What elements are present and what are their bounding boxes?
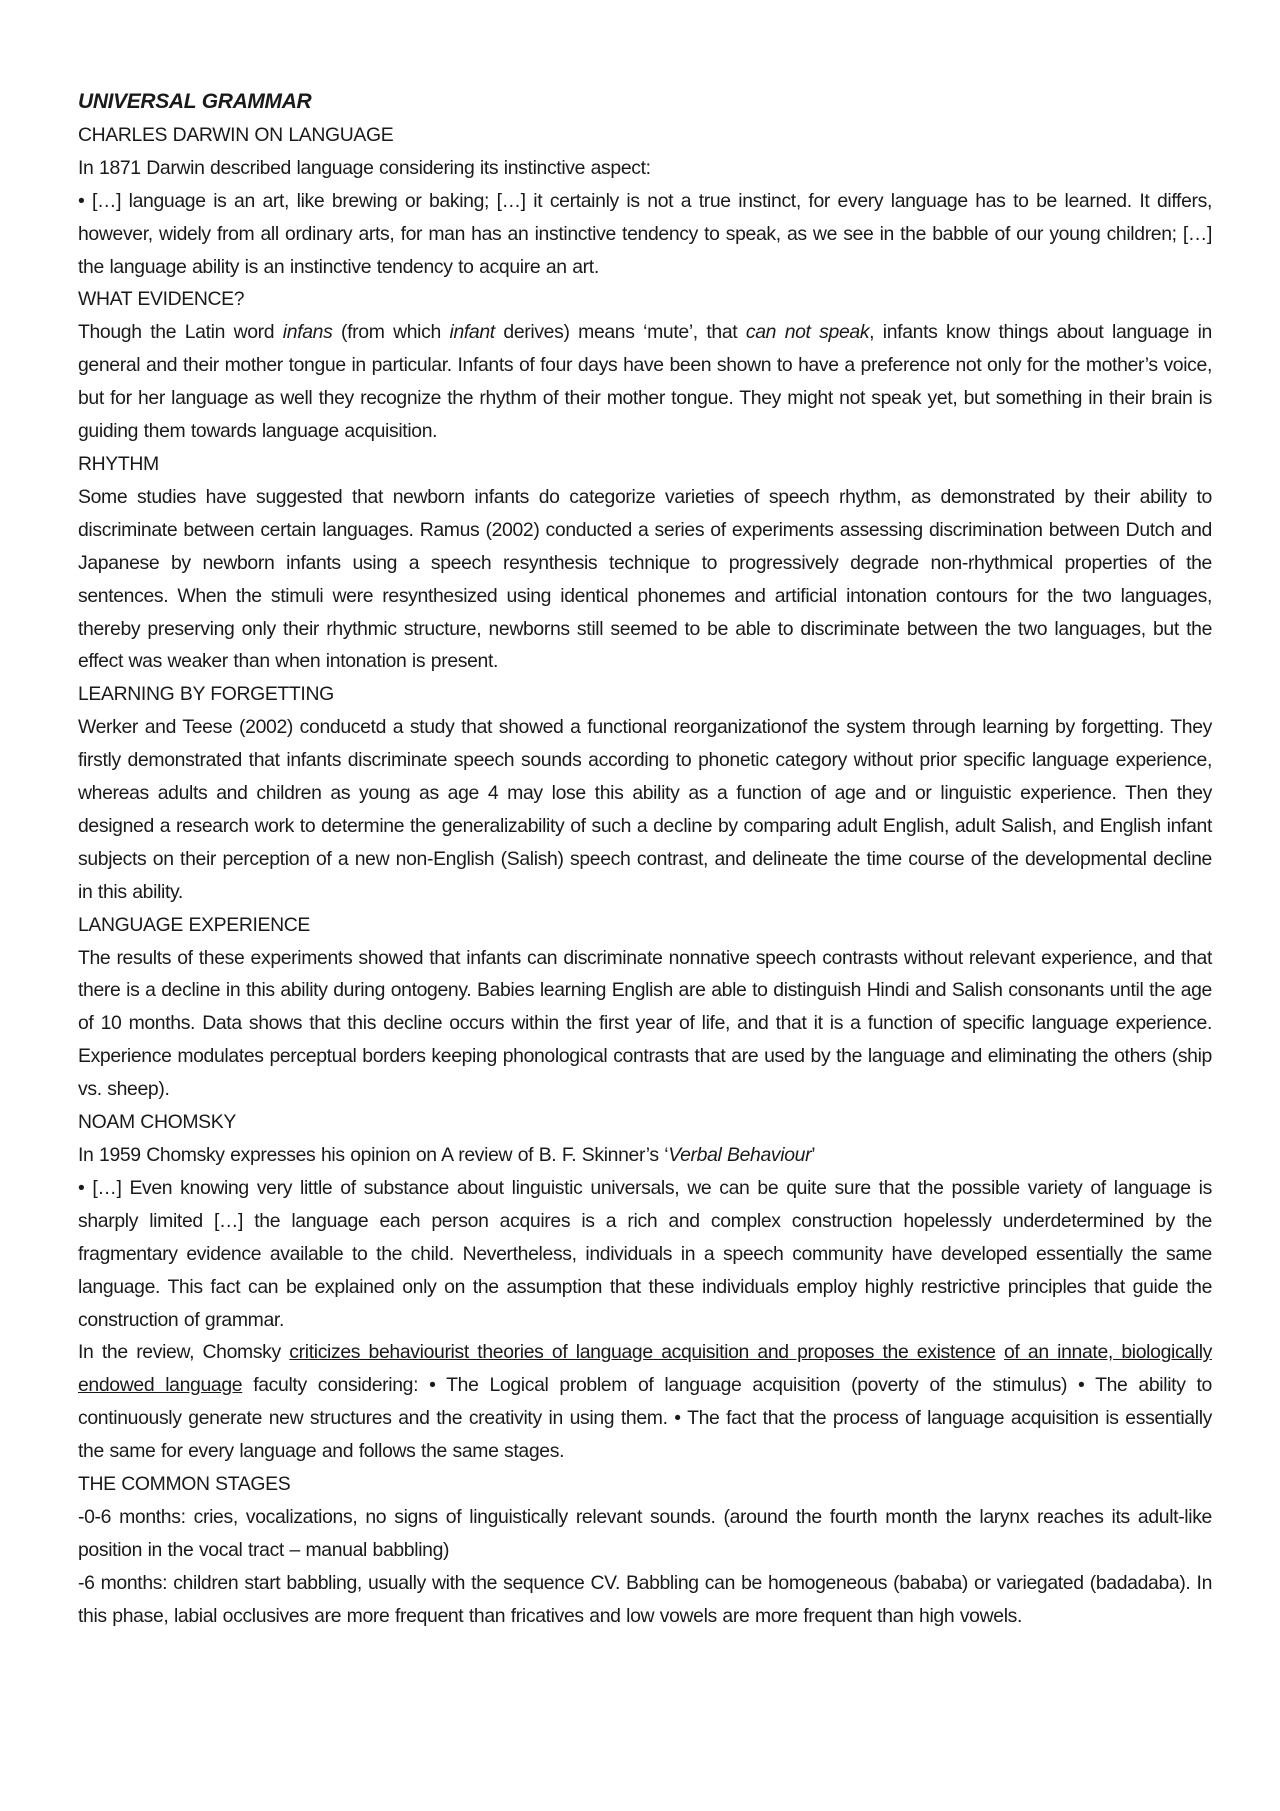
section-heading: CHARLES DARWIN ON LANGUAGE bbox=[78, 123, 394, 146]
section-heading: WHAT EVIDENCE? bbox=[78, 288, 245, 311]
paragraph: In 1871 Darwin described language considering its instinctive aspect: bbox=[78, 156, 651, 179]
paragraph: The results of these experiments showed that infants can discriminate nonnative speech contrasts without relevant experience, and that there is a decline in this ability during ontogeny. Babies learning English are able to distinguish Hindi and Salish consonants until the age of 10 months. Data shows that this decline occurs within the first year of life, and that it is a function of specific language experience. Experience modulates perceptual borders keeping phonological contrasts that are used by the language and eliminating the others (ship vs. sheep). bbox=[78, 946, 1212, 1101]
paragraph: Though the Latin word infans (from which infant derives) means ‘mute’, that can not speak, infants know things about language in general and their mother tongue in particular. Infants of four days have been shown to have a preference not only for the mother’s voice, but for her language as well they recognize the rhythm of their mother tongue. They might not speak yet, but something in their brain is guiding them towards language acquisition. bbox=[78, 321, 1212, 443]
section-heading: LANGUAGE EXPERIENCE bbox=[78, 913, 310, 936]
quote-paragraph: • […] Even knowing very little of substance about linguistic universals, we can be quite sure that the possible variety of language is sharply limited […] the language each person acquires is a rich and complex construction hopelessly underdetermined by the fragmentary evidence available to the child. Nevertheless, individuals in a speech community have developed essentially the same language. This fact can be explained only on the assumption that these individuals employ highly restrictive principles that guide the construction of grammar. bbox=[78, 1176, 1212, 1331]
document-title: UNIVERSAL GRAMMAR bbox=[78, 90, 312, 113]
section-heading: NOAM CHOMSKY bbox=[78, 1111, 236, 1134]
paragraph: In the review, Chomsky criticizes behaviourist theories of language acquisition and proposes the existence of an innate, biologically endowed language faculty considering: • The Logical problem of language acquisition (poverty of the stimulus) • The ability to continuously generate new structures and the creativity in using them. • The fact that the process of language acquisition is essentially the same for every language and follows the same stages. bbox=[78, 1341, 1212, 1463]
paragraph: In 1959 Chomsky expresses his opinion on A review of B. F. Skinner’s ‘Verbal Behaviour’ bbox=[78, 1144, 816, 1166]
paragraph: Werker and Teese (2002) conducetd a study that showed a functional reorganizationof the system through learning by forgetting. They firstly demonstrated that infants discriminate speech sounds according to phonetic category without prior specific language experience, whereas adults and children as young as age 4 may lose this ability as a function of age and or linguistic experience. Then they designed a research work to determine the generalizability of such a decline by comparing adult English, adult Salish, and English infant subjects on their perception of a new non-English (Salish) speech contrast, and delineate the time course of the developmental decline in this ability. bbox=[78, 716, 1212, 903]
section-heading: LEARNING BY FORGETTING bbox=[78, 683, 334, 706]
document-page bbox=[78, 86, 1212, 1633]
section-heading: THE COMMON STAGES bbox=[78, 1473, 291, 1496]
quote-paragraph: • […] language is an art, like brewing or baking; […] it certainly is not a true instinct, for every language has to be learned. It differs, however, widely from all ordinary arts, for man has an instinctive tendency to speak, as we see in the babble of our young children; […] the language ability is an instinctive tendency to acquire an art. bbox=[78, 189, 1212, 278]
list-item: -0-6 months: cries, vocalizations, no signs of linguistically relevant sounds. (around the fourth month the larynx reaches its adult-like position in the vocal tract – manual babbling) bbox=[78, 1505, 1212, 1561]
list-item: -6 months: children start babbling, usually with the sequence CV. Babbling can be homogeneous (bababa) or variegated (badadaba). In this phase, labial occlusives are more frequent than fricatives and low vowels are more frequent than high vowels. bbox=[78, 1571, 1212, 1627]
section-heading: RHYTHM bbox=[78, 452, 159, 475]
paragraph: Some studies have suggested that newborn infants do categorize varieties of speech rhythm, as demonstrated by their ability to discriminate between certain languages. Ramus (2002) conducted a series of experiments assessing discrimination between Dutch and Japanese by newborn infants using a speech resynthesis technique to progressively degrade non-rhythmical properties of the sentences. When the stimuli were resynthesized using identical phonemes and artificial intonation contours for the two languages, thereby preserving only their rhythmic structure, newborns still seemed to be able to discriminate between the two languages, but the effect was weaker than when intonation is present. bbox=[78, 485, 1212, 673]
